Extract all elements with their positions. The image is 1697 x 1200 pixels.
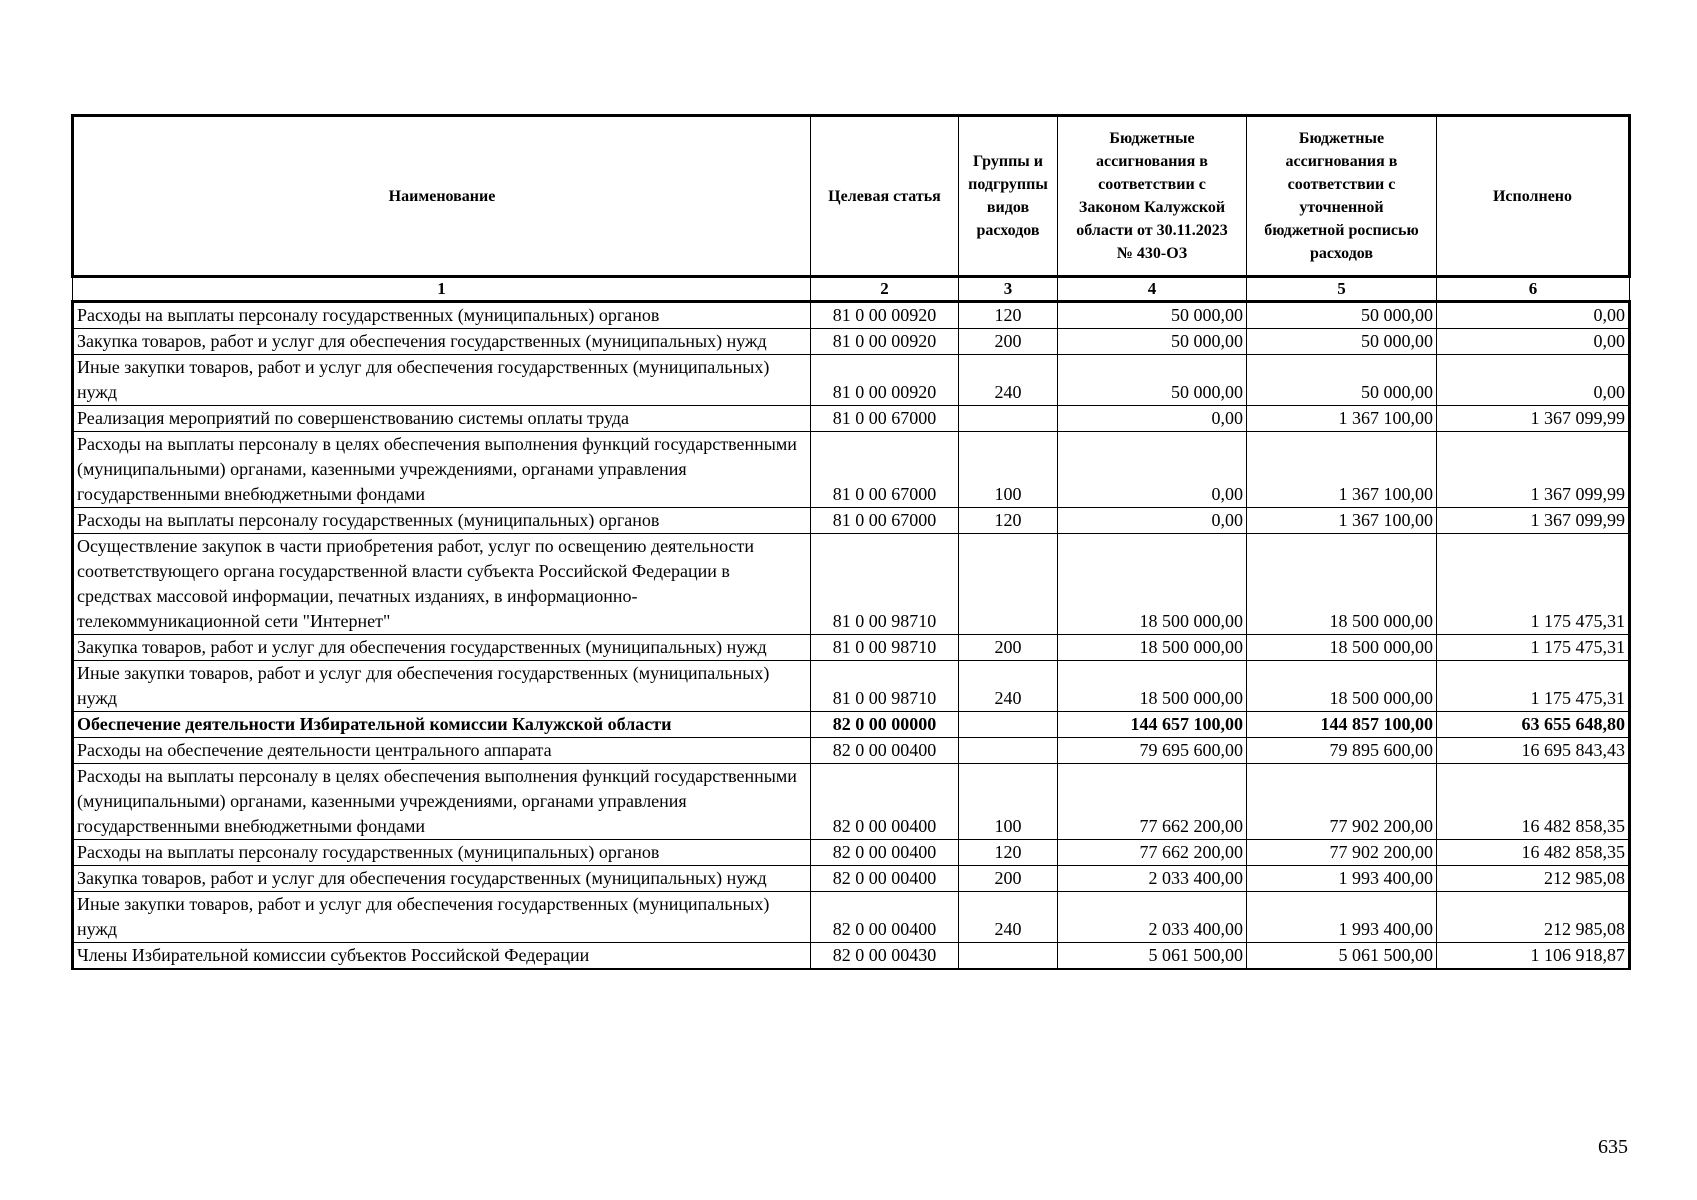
row-name: Расходы на обеспечение деятельности центрального аппарата — [73, 738, 811, 764]
row-law-allocation: 144 657 100,00 — [1058, 712, 1247, 738]
table-body — [73, 302, 1630, 970]
row-name: Иные закупки товаров, работ и услуг для обеспечения государственных (муниципальных) нужд — [73, 355, 811, 406]
header-executed: Исполнено — [1437, 116, 1630, 277]
row-revised-allocation: 18 500 000,00 — [1247, 661, 1437, 712]
row-revised-allocation: 50 000,00 — [1247, 302, 1437, 329]
row-name: Осуществление закупок в части приобретения работ, услуг по освещению деятельности соответствующего органа государственной власти субъекта Российской Федерации в средствах массовой информации, печатных изданиях, в информационно-телекоммуникационной сети "Интернет" — [73, 534, 811, 635]
table-row — [73, 943, 1630, 970]
row-expense-group: 240 — [959, 355, 1058, 406]
row-law-allocation: 18 500 000,00 — [1058, 635, 1247, 661]
row-expense-group: 120 — [959, 302, 1058, 329]
header-row — [73, 116, 1630, 277]
row-law-allocation: 0,00 — [1058, 508, 1247, 534]
table-row — [73, 302, 1630, 329]
row-expense-group: 120 — [959, 508, 1058, 534]
column-number: 1 — [73, 277, 811, 302]
row-target-article: 81 0 00 67000 — [811, 432, 959, 508]
table-row — [73, 661, 1630, 712]
row-target-article: 82 0 00 00400 — [811, 840, 959, 866]
row-target-article: 82 0 00 00400 — [811, 738, 959, 764]
table-row — [73, 432, 1630, 508]
row-executed: 0,00 — [1437, 302, 1630, 329]
row-expense-group — [959, 738, 1058, 764]
column-number: 2 — [811, 277, 959, 302]
row-revised-allocation: 1 367 100,00 — [1247, 508, 1437, 534]
row-executed: 16 482 858,35 — [1437, 764, 1630, 840]
header-target-article: Целевая статья — [811, 116, 959, 277]
row-expense-group — [959, 712, 1058, 738]
row-executed: 1 175 475,31 — [1437, 661, 1630, 712]
column-number: 3 — [959, 277, 1058, 302]
row-executed: 1 367 099,99 — [1437, 432, 1630, 508]
page-number: 635 — [1598, 1136, 1628, 1158]
table-row — [73, 355, 1630, 406]
row-expense-group: 100 — [959, 764, 1058, 840]
row-expense-group: 200 — [959, 329, 1058, 355]
column-number: 5 — [1247, 277, 1437, 302]
row-revised-allocation: 77 902 200,00 — [1247, 764, 1437, 840]
table-row — [73, 840, 1630, 866]
row-law-allocation: 5 061 500,00 — [1058, 943, 1247, 970]
row-name: Обеспечение деятельности Избирательной комиссии Калужской области — [73, 712, 811, 738]
row-expense-group: 240 — [959, 892, 1058, 943]
row-expense-group: 240 — [959, 661, 1058, 712]
header-revised-allocation: Бюджетные ассигнования в соответствии с уточненной бюджетной росписью расходов — [1247, 116, 1437, 277]
table-row — [73, 534, 1630, 635]
row-target-article: 82 0 00 00400 — [811, 764, 959, 840]
row-executed: 1 175 475,31 — [1437, 635, 1630, 661]
row-law-allocation: 50 000,00 — [1058, 329, 1247, 355]
table-row — [73, 712, 1630, 738]
table-row — [73, 764, 1630, 840]
row-law-allocation: 18 500 000,00 — [1058, 661, 1247, 712]
table-row — [73, 406, 1630, 432]
row-target-article: 81 0 00 98710 — [811, 661, 959, 712]
table-row — [73, 866, 1630, 892]
row-target-article: 82 0 00 00400 — [811, 866, 959, 892]
table-row — [73, 329, 1630, 355]
row-name: Расходы на выплаты персоналу в целях обеспечения выполнения функций государственными (муниципальными) органами, казенными учреждениями, органами управления государственными внебюджетными фондами — [73, 764, 811, 840]
header-name: Наименование — [73, 116, 811, 277]
row-executed: 1 367 099,99 — [1437, 406, 1630, 432]
row-revised-allocation: 18 500 000,00 — [1247, 534, 1437, 635]
row-executed: 212 985,08 — [1437, 892, 1630, 943]
row-executed: 212 985,08 — [1437, 866, 1630, 892]
row-target-article: 82 0 00 00000 — [811, 712, 959, 738]
row-target-article: 82 0 00 00400 — [811, 892, 959, 943]
row-executed: 1 106 918,87 — [1437, 943, 1630, 970]
row-executed: 16 482 858,35 — [1437, 840, 1630, 866]
header-expense-group: Группы и подгруппы видов расходов — [959, 116, 1058, 277]
row-executed: 1 175 475,31 — [1437, 534, 1630, 635]
row-target-article: 82 0 00 00430 — [811, 943, 959, 970]
row-revised-allocation: 144 857 100,00 — [1247, 712, 1437, 738]
row-executed: 63 655 648,80 — [1437, 712, 1630, 738]
table-row — [73, 508, 1630, 534]
row-name: Закупка товаров, работ и услуг для обеспечения государственных (муниципальных) нужд — [73, 635, 811, 661]
row-law-allocation: 18 500 000,00 — [1058, 534, 1247, 635]
row-revised-allocation: 1 367 100,00 — [1247, 432, 1437, 508]
row-name: Расходы на выплаты персоналу государственных (муниципальных) органов — [73, 302, 811, 329]
budget-execution-table — [71, 114, 1631, 970]
row-revised-allocation: 1 367 100,00 — [1247, 406, 1437, 432]
row-name: Иные закупки товаров, работ и услуг для обеспечения государственных (муниципальных) нужд — [73, 892, 811, 943]
row-executed: 16 695 843,43 — [1437, 738, 1630, 764]
row-target-article: 81 0 00 98710 — [811, 635, 959, 661]
row-law-allocation: 0,00 — [1058, 432, 1247, 508]
row-target-article: 81 0 00 00920 — [811, 355, 959, 406]
row-executed: 0,00 — [1437, 329, 1630, 355]
row-expense-group: 100 — [959, 432, 1058, 508]
row-law-allocation: 50 000,00 — [1058, 302, 1247, 329]
row-name: Члены Избирательной комиссии субъектов Российской Федерации — [73, 943, 811, 970]
row-target-article: 81 0 00 67000 — [811, 406, 959, 432]
row-target-article: 81 0 00 00920 — [811, 302, 959, 329]
column-number-row — [73, 277, 1630, 302]
row-name: Расходы на выплаты персоналу государственных (муниципальных) органов — [73, 840, 811, 866]
header-law-allocation: Бюджетные ассигнования в соответствии с Законом Калужской области от 30.11.2023 № 430-ОЗ — [1058, 116, 1247, 277]
row-law-allocation: 77 662 200,00 — [1058, 840, 1247, 866]
row-expense-group: 120 — [959, 840, 1058, 866]
row-name: Иные закупки товаров, работ и услуг для обеспечения государственных (муниципальных) нужд — [73, 661, 811, 712]
row-expense-group — [959, 534, 1058, 635]
row-revised-allocation: 1 993 400,00 — [1247, 892, 1437, 943]
table-row — [73, 738, 1630, 764]
row-law-allocation: 2 033 400,00 — [1058, 892, 1247, 943]
row-law-allocation: 50 000,00 — [1058, 355, 1247, 406]
row-law-allocation: 0,00 — [1058, 406, 1247, 432]
row-name: Закупка товаров, работ и услуг для обеспечения государственных (муниципальных) нужд — [73, 329, 811, 355]
row-revised-allocation: 1 993 400,00 — [1247, 866, 1437, 892]
row-revised-allocation: 79 895 600,00 — [1247, 738, 1437, 764]
table-row — [73, 635, 1630, 661]
column-number: 6 — [1437, 277, 1630, 302]
row-expense-group — [959, 943, 1058, 970]
row-expense-group: 200 — [959, 635, 1058, 661]
row-name: Закупка товаров, работ и услуг для обеспечения государственных (муниципальных) нужд — [73, 866, 811, 892]
row-expense-group — [959, 406, 1058, 432]
row-name: Реализация мероприятий по совершенствованию системы оплаты труда — [73, 406, 811, 432]
row-executed: 0,00 — [1437, 355, 1630, 406]
row-revised-allocation: 77 902 200,00 — [1247, 840, 1437, 866]
row-revised-allocation: 5 061 500,00 — [1247, 943, 1437, 970]
row-law-allocation: 2 033 400,00 — [1058, 866, 1247, 892]
row-revised-allocation: 50 000,00 — [1247, 355, 1437, 406]
row-target-article: 81 0 00 98710 — [811, 534, 959, 635]
row-revised-allocation: 18 500 000,00 — [1247, 635, 1437, 661]
row-executed: 1 367 099,99 — [1437, 508, 1630, 534]
row-name: Расходы на выплаты персоналу в целях обеспечения выполнения функций государственными (муниципальными) органами, казенными учреждениями, органами управления государственными внебюджетными фондами — [73, 432, 811, 508]
table-row — [73, 892, 1630, 943]
row-revised-allocation: 50 000,00 — [1247, 329, 1437, 355]
row-law-allocation: 79 695 600,00 — [1058, 738, 1247, 764]
row-target-article: 81 0 00 67000 — [811, 508, 959, 534]
row-name: Расходы на выплаты персоналу государственных (муниципальных) органов — [73, 508, 811, 534]
row-target-article: 81 0 00 00920 — [811, 329, 959, 355]
column-number: 4 — [1058, 277, 1247, 302]
row-expense-group: 200 — [959, 866, 1058, 892]
row-law-allocation: 77 662 200,00 — [1058, 764, 1247, 840]
